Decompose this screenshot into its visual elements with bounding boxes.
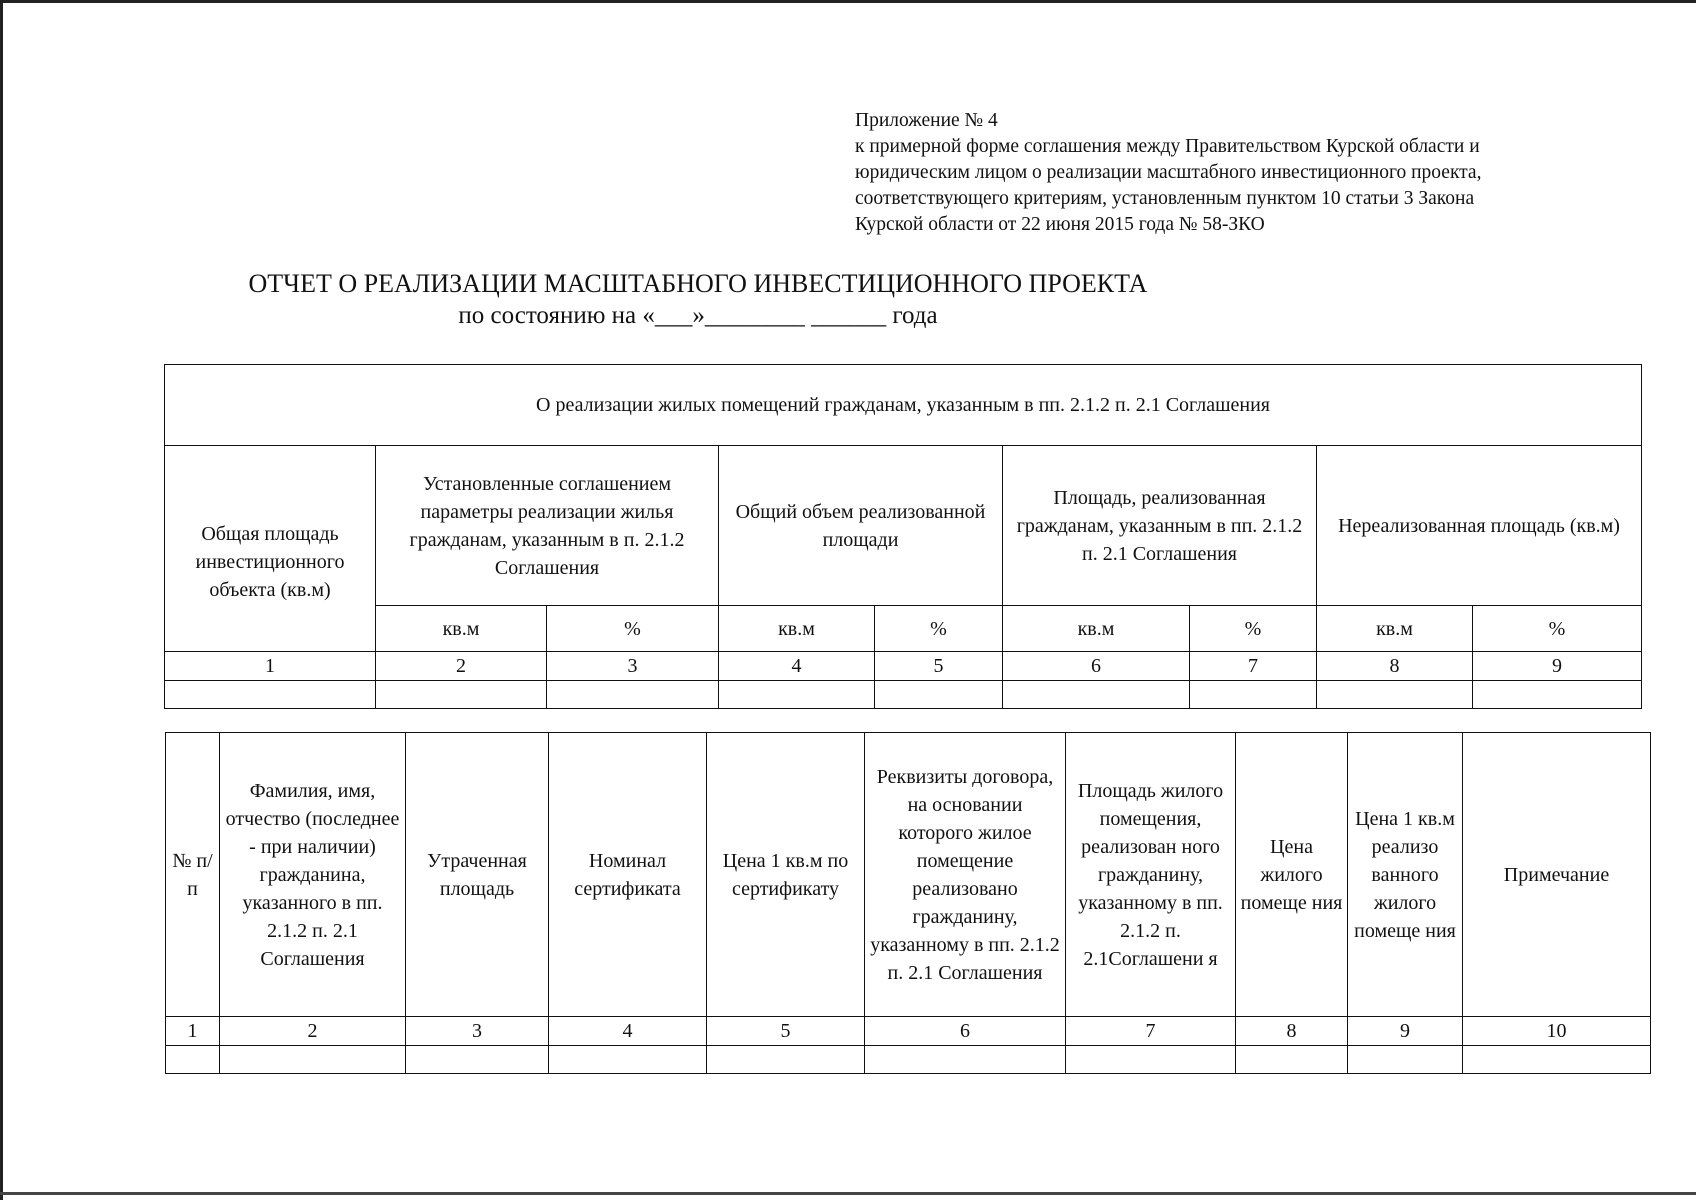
- empty-cell: [1190, 681, 1317, 709]
- scan-edge-top: [0, 0, 1696, 3]
- header-total-sold: Общий объем реализованной площади: [719, 446, 1003, 606]
- header-set-parameters: Установленные соглашением параметры реализации жилья гражданам, указанным в п. 2.1.2 Соглашения: [376, 446, 719, 606]
- header-certificate-price: Цена 1 кв.м по сертификату: [707, 733, 865, 1017]
- header-certificate-nominal: Номинал сертификата: [549, 733, 707, 1017]
- column-number: 7: [1190, 652, 1317, 681]
- column-number: 1: [165, 652, 376, 681]
- summary-banner: О реализации жилых помещений гражданам, указанным в пп. 2.1.2 п. 2.1 Соглашения: [165, 365, 1642, 446]
- column-number: 2: [220, 1017, 406, 1046]
- empty-cell: [719, 681, 875, 709]
- header-note: Примечание: [1463, 733, 1651, 1017]
- empty-cell: [547, 681, 719, 709]
- column-number: 1: [166, 1017, 220, 1046]
- header-total-area: Общая площадь инвестиционного объекта (кв.м): [165, 446, 376, 652]
- empty-cell: [707, 1046, 865, 1074]
- header-price-per-sqm: Цена 1 кв.м реализо ванного жилого помеще ния: [1348, 733, 1463, 1017]
- empty-cell: [166, 1046, 220, 1074]
- empty-cell: [220, 1046, 406, 1074]
- column-number: 10: [1463, 1017, 1651, 1046]
- column-number: 9: [1348, 1017, 1463, 1046]
- unit-cell: %: [1190, 606, 1317, 652]
- empty-cell: [406, 1046, 549, 1074]
- unit-cell: %: [1473, 606, 1642, 652]
- unit-cell: кв.м: [1003, 606, 1190, 652]
- column-number: 3: [406, 1017, 549, 1046]
- scan-edge-left: [0, 0, 3, 1200]
- header-citizen-name: Фамилия, имя, отчество (последнее - при наличии) гражданина, указанного в пп. 2.1.2 п. 2.1 Соглашения: [220, 733, 406, 1017]
- column-number: 8: [1236, 1017, 1348, 1046]
- empty-cell: [1317, 681, 1473, 709]
- empty-cell: [165, 681, 376, 709]
- column-number: 7: [1066, 1017, 1236, 1046]
- column-number: 4: [719, 652, 875, 681]
- empty-cell: [875, 681, 1003, 709]
- unit-cell: кв.м: [719, 606, 875, 652]
- unit-cell: кв.м: [376, 606, 547, 652]
- column-number: 9: [1473, 652, 1642, 681]
- unit-cell: %: [547, 606, 719, 652]
- report-title: [0, 268, 1396, 332]
- empty-cell: [1473, 681, 1642, 709]
- scan-edge-bottom: [0, 1192, 1696, 1195]
- appendix-line: к примерной форме соглашения между Правительством Курской области и: [855, 136, 1480, 157]
- appendix-line: юридическим лицом о реализации масштабного инвестиционного проекта,: [855, 162, 1482, 183]
- report-title-date: по состоянию на «___»________ ______ года: [458, 302, 938, 329]
- empty-cell: [1348, 1046, 1463, 1074]
- column-number: 4: [549, 1017, 707, 1046]
- empty-cell: [1463, 1046, 1651, 1074]
- empty-cell: [376, 681, 547, 709]
- unit-cell: кв.м: [1317, 606, 1473, 652]
- column-number: 2: [376, 652, 547, 681]
- header-row-number: № п/п: [166, 733, 220, 1017]
- unit-cell: %: [875, 606, 1003, 652]
- header-contract-details: Реквизиты договора, на основании которого жилое помещение реализовано гражданину, указанному в пп. 2.1.2 п. 2.1 Соглашения: [865, 733, 1066, 1017]
- empty-cell: [865, 1046, 1066, 1074]
- column-number: 8: [1317, 652, 1473, 681]
- summary-table: [164, 364, 1642, 709]
- empty-cell: [1003, 681, 1190, 709]
- empty-cell: [1066, 1046, 1236, 1074]
- header-premises-price: Цена жилого помеще ния: [1236, 733, 1348, 1017]
- appendix-line: Курской области от 22 июня 2015 года № 58-ЗКО: [855, 214, 1265, 235]
- empty-cell: [549, 1046, 707, 1074]
- column-number: 6: [865, 1017, 1066, 1046]
- empty-cell: [1236, 1046, 1348, 1074]
- column-number: 5: [875, 652, 1003, 681]
- header-premises-area: Площадь жилого помещения, реализован ного гражданину, указанному в пп. 2.1.2 п. 2.1Соглашени я: [1066, 733, 1236, 1017]
- appendix-note: [855, 108, 1615, 238]
- header-lost-area: Утраченная площадь: [406, 733, 549, 1017]
- column-number: 6: [1003, 652, 1190, 681]
- report-title-main: ОТЧЕТ О РЕАЛИЗАЦИИ МАСШТАБНОГО ИНВЕСТИЦИОННОГО ПРОЕКТА: [248, 269, 1148, 298]
- citizens-table: [165, 732, 1651, 1074]
- appendix-line: Приложение № 4: [855, 110, 998, 131]
- column-number: 3: [547, 652, 719, 681]
- header-sold-to-citizens: Площадь, реализованная гражданам, указанным в пп. 2.1.2 п. 2.1 Соглашения: [1003, 446, 1317, 606]
- column-number: 5: [707, 1017, 865, 1046]
- header-unsold-area: Нереализованная площадь (кв.м): [1317, 446, 1642, 606]
- appendix-line: соответствующего критериям, установленным пунктом 10 статьи 3 Закона: [855, 188, 1475, 209]
